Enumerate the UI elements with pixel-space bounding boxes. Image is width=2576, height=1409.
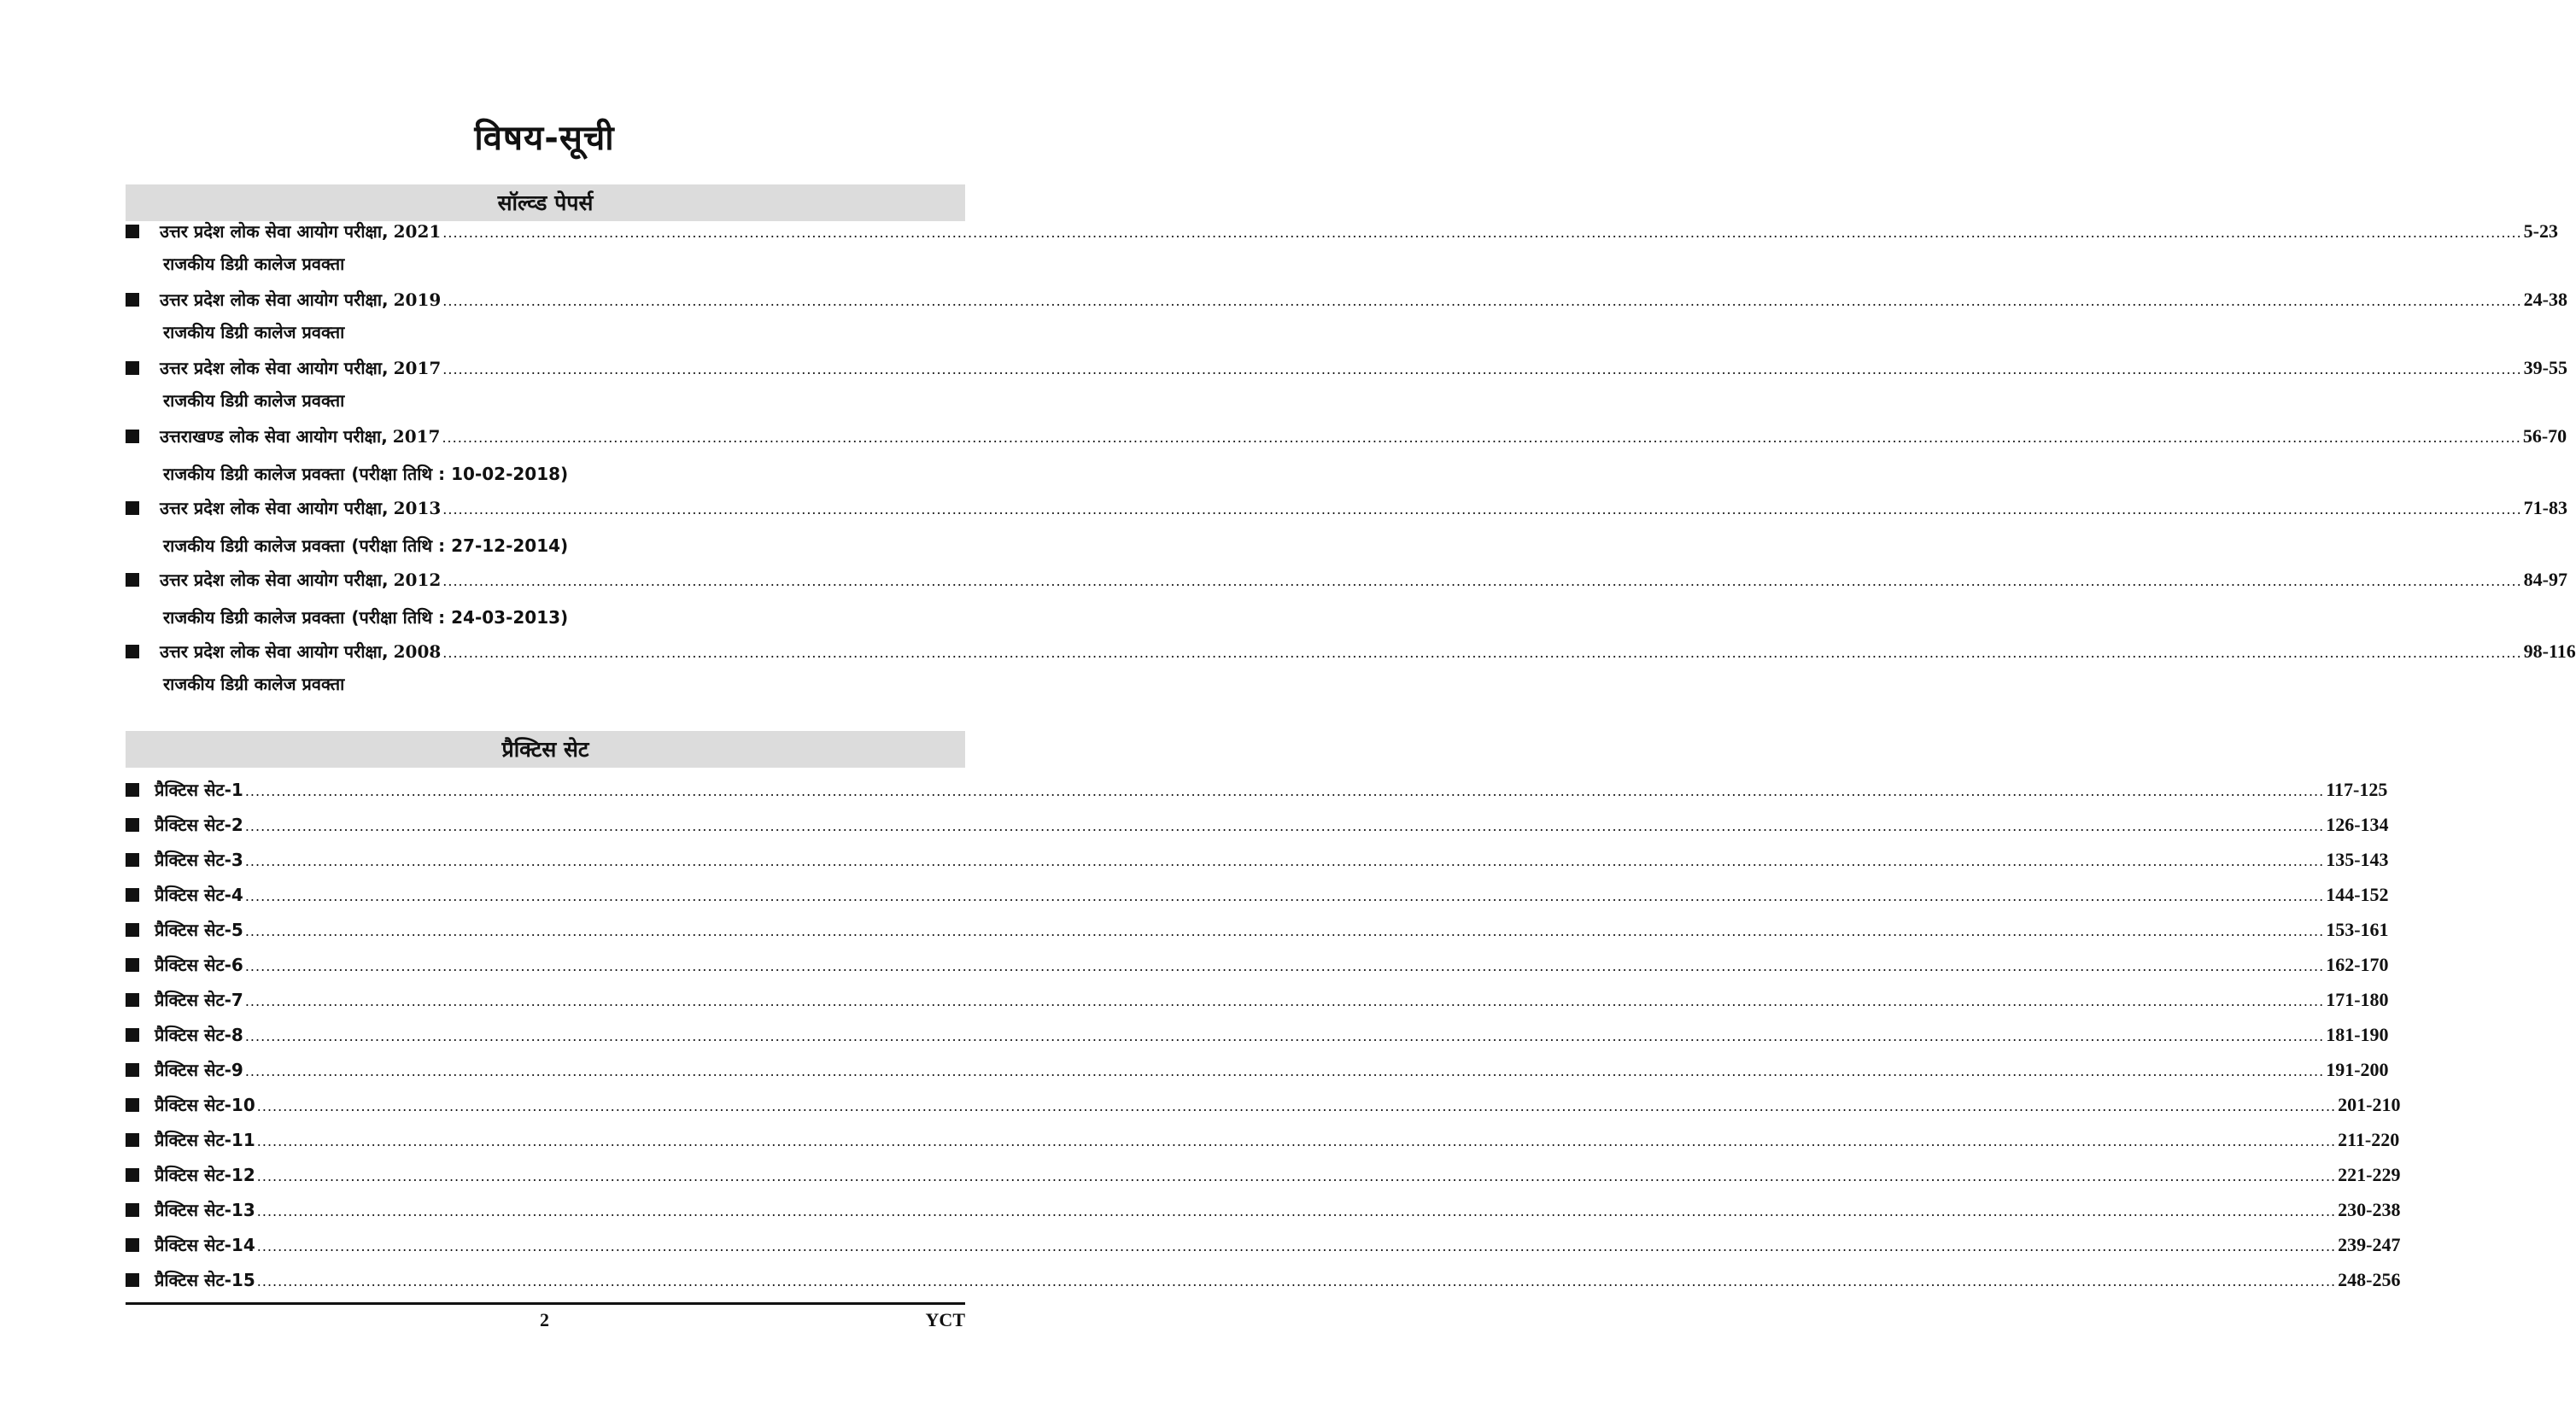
toc-entry-label: प्रैक्टिस सेट-2 — [155, 815, 243, 835]
toc-entry-practice-set[interactable] — [126, 1262, 2401, 1297]
dot-leader: ................................................................................................................................................................................................................................................................................................................................................................................................................ — [442, 645, 2522, 661]
square-bullet-icon — [126, 1133, 139, 1147]
toc-entry[interactable] — [126, 564, 2567, 634]
dot-leader: ................................................................................................................................................................................................................................................................................................................................................................................................................ — [442, 573, 2522, 589]
toc-entry-practice-set[interactable] — [126, 1122, 2400, 1157]
toc-entry-subtitle-text: राजकीय डिग्री कालेज प्रवक्ता — [163, 254, 345, 274]
toc-entry-pages: 221-229 — [2338, 1164, 2401, 1185]
toc-entry-year: 2013 — [393, 498, 442, 518]
toc-entry-pages: 117-125 — [2326, 779, 2388, 800]
toc-entry-label: प्रैक्टिस सेट-13 — [155, 1200, 255, 1220]
dot-leader: ................................................................................................................................................................................................................................................................................................................................................................................................................ — [244, 853, 2325, 869]
toc-entry-label: प्रैक्टिस सेट-1 — [155, 780, 243, 800]
toc-entry-pages: 144-152 — [2326, 884, 2389, 905]
toc-entry-subtitle — [126, 601, 965, 634]
toc-entry-exam-date: (परीक्षा तिथि : 24-03-2013) — [351, 607, 569, 628]
square-bullet-icon — [126, 993, 139, 1007]
toc-entry-practice-set[interactable] — [126, 807, 2389, 842]
toc-entry-practice-set[interactable] — [126, 1087, 2401, 1122]
toc-entry-row — [126, 635, 2576, 668]
toc-entry-pages: 230-238 — [2338, 1199, 2401, 1220]
square-bullet-icon — [126, 293, 139, 307]
square-bullet-icon — [126, 501, 139, 515]
toc-entry[interactable] — [126, 492, 2567, 562]
toc-entry-practice-set[interactable] — [126, 1052, 2389, 1087]
square-bullet-icon — [126, 958, 139, 972]
square-bullet-icon — [126, 225, 139, 238]
toc-entry-pages: 239-247 — [2338, 1234, 2401, 1255]
toc-entry-year: 2021 — [393, 221, 442, 242]
dot-leader: ................................................................................................................................................................................................................................................................................................................................................................................................................ — [256, 1098, 2337, 1114]
toc-entry-label: प्रैक्टिस सेट-14 — [155, 1235, 255, 1255]
section-heading-practice-sets: प्रैक्टिस सेट — [126, 731, 965, 768]
toc-entry-label: प्रैक्टिस सेट-10 — [155, 1095, 255, 1115]
toc-entry-pages: 135-143 — [2326, 849, 2389, 870]
toc-entry-practice-set[interactable] — [126, 982, 2389, 1017]
toc-entry-subtitle-text: राजकीय डिग्री कालेज प्रवक्ता — [163, 390, 345, 411]
toc-entry-practice-set[interactable] — [126, 1157, 2401, 1192]
dot-leader: ................................................................................................................................................................................................................................................................................................................................................................................................................ — [256, 1133, 2337, 1149]
toc-entry-year: 2019 — [393, 289, 442, 310]
toc-entry-pages: 211-220 — [2338, 1129, 2400, 1150]
square-bullet-icon — [126, 361, 139, 375]
toc-entry-pages: 171-180 — [2326, 989, 2389, 1010]
dot-leader: ................................................................................................................................................................................................................................................................................................................................................................................................................ — [442, 501, 2522, 517]
toc-entry-row — [126, 215, 2558, 248]
toc-entry-pages: 98-116 — [2523, 640, 2576, 662]
toc-entry-label: प्रैक्टिस सेट-3 — [155, 850, 243, 870]
toc-entry-practice-set[interactable] — [126, 1017, 2389, 1052]
toc-entry-label: प्रैक्टिस सेट-7 — [155, 990, 243, 1010]
dot-leader: ................................................................................................................................................................................................................................................................................................................................................................................................................ — [256, 1273, 2337, 1289]
toc-entry-label: प्रैक्टिस सेट-8 — [155, 1025, 243, 1045]
square-bullet-icon — [126, 645, 139, 658]
toc-entry-pages: 191-200 — [2326, 1059, 2389, 1080]
dot-leader: ................................................................................................................................................................................................................................................................................................................................................................................................................ — [244, 1028, 2325, 1044]
footer-divider — [126, 1302, 965, 1305]
dot-leader: ................................................................................................................................................................................................................................................................................................................................................................................................................ — [442, 430, 2521, 446]
toc-entry-practice-set[interactable] — [126, 772, 2388, 807]
toc-entry-subtitle — [126, 248, 965, 280]
toc-entry-subtitle-text: राजकीय डिग्री कालेज प्रवक्ता — [163, 535, 345, 556]
toc-entry-year: 2008 — [393, 641, 442, 662]
square-bullet-icon — [126, 1238, 139, 1252]
toc-entry-subtitle — [126, 384, 965, 417]
toc-entry-pages: 162-170 — [2326, 954, 2389, 975]
toc-entry-exam-date: (परीक्षा तिथि : 10-02-2018) — [351, 464, 569, 484]
toc-entry-subtitle — [126, 668, 965, 700]
square-bullet-icon — [126, 1098, 139, 1112]
toc-entry[interactable] — [126, 635, 2576, 700]
square-bullet-icon — [126, 1168, 139, 1182]
toc-entry-label: उत्तर प्रदेश लोक सेवा आयोग परीक्षा, — [160, 498, 389, 518]
toc-entry-pages: 181-190 — [2326, 1024, 2389, 1045]
dot-leader: ................................................................................................................................................................................................................................................................................................................................................................................................................ — [244, 1063, 2325, 1079]
dot-leader: ................................................................................................................................................................................................................................................................................................................................................................................................................ — [442, 225, 2522, 241]
square-bullet-icon — [126, 1203, 139, 1217]
toc-entry-pages: 71-83 — [2523, 497, 2567, 518]
toc-entry-label: उत्तर प्रदेश लोक सेवा आयोग परीक्षा, — [160, 289, 389, 310]
square-bullet-icon — [126, 430, 139, 443]
practice-sets-list — [126, 772, 2401, 1297]
toc-entry-label: प्रैक्टिस सेट-12 — [155, 1165, 255, 1185]
toc-entry-subtitle-text: राजकीय डिग्री कालेज प्रवक्ता — [163, 322, 345, 342]
square-bullet-icon — [126, 888, 139, 902]
page-title: विषय-सूची — [474, 119, 615, 158]
dot-leader: ................................................................................................................................................................................................................................................................................................................................................................................................................ — [442, 361, 2522, 377]
toc-entry-pages: 126-134 — [2326, 814, 2389, 835]
toc-entry-pages: 5-23 — [2523, 220, 2558, 242]
toc-entry-label: उत्तर प्रदेश लोक सेवा आयोग परीक्षा, — [160, 221, 389, 242]
dot-leader: ................................................................................................................................................................................................................................................................................................................................................................................................................ — [244, 958, 2325, 974]
toc-entry-practice-set[interactable] — [126, 1227, 2401, 1262]
square-bullet-icon — [126, 573, 139, 587]
toc-entry-label: प्रैक्टिस सेट-9 — [155, 1060, 243, 1080]
square-bullet-icon — [126, 818, 139, 832]
footer-brand: YCT — [925, 1309, 965, 1330]
dot-leader: ................................................................................................................................................................................................................................................................................................................................................................................................................ — [244, 923, 2325, 939]
toc-entry-subtitle — [126, 316, 965, 348]
toc-entry-label: उत्तराखण्ड लोक सेवा आयोग परीक्षा, — [160, 426, 388, 447]
square-bullet-icon — [126, 1063, 139, 1077]
toc-entry-year: 2017 — [393, 358, 442, 378]
toc-entry-subtitle-text: राजकीय डिग्री कालेज प्रवक्ता — [163, 607, 345, 628]
toc-entry-practice-set[interactable] — [126, 912, 2389, 947]
dot-leader: ................................................................................................................................................................................................................................................................................................................................................................................................................ — [256, 1168, 2337, 1184]
toc-entry-practice-set[interactable] — [126, 1192, 2401, 1227]
toc-entry-subtitle — [126, 458, 965, 490]
toc-entry-label: उत्तर प्रदेश लोक सेवा आयोग परीक्षा, — [160, 358, 389, 378]
toc-entry-subtitle-text: राजकीय डिग्री कालेज प्रवक्ता — [163, 674, 345, 694]
toc-entry-practice-set[interactable] — [126, 947, 2389, 982]
toc-entry[interactable] — [126, 215, 2558, 280]
toc-entry[interactable] — [126, 284, 2567, 348]
toc-entry-label: प्रैक्टिस सेट-6 — [155, 955, 243, 975]
toc-entry-subtitle-text: राजकीय डिग्री कालेज प्रवक्ता — [163, 464, 345, 484]
toc-entry-pages: 248-256 — [2338, 1269, 2401, 1290]
dot-leader: ................................................................................................................................................................................................................................................................................................................................................................................................................ — [244, 818, 2325, 834]
dot-leader: ................................................................................................................................................................................................................................................................................................................................................................................................................ — [442, 293, 2522, 309]
toc-entry-year: 2017 — [392, 426, 441, 447]
dot-leader: ................................................................................................................................................................................................................................................................................................................................................................................................................ — [244, 888, 2325, 904]
toc-entry-pages: 84-97 — [2523, 569, 2567, 590]
toc-entry[interactable] — [126, 420, 2567, 490]
toc-entry-pages: 153-161 — [2326, 919, 2389, 940]
toc-entry-pages: 24-38 — [2523, 289, 2567, 310]
toc-entry-practice-set[interactable] — [126, 842, 2389, 877]
dot-leader: ................................................................................................................................................................................................................................................................................................................................................................................................................ — [244, 783, 2325, 799]
square-bullet-icon — [126, 1273, 139, 1287]
square-bullet-icon — [126, 783, 139, 797]
dot-leader: ................................................................................................................................................................................................................................................................................................................................................................................................................ — [244, 993, 2325, 1009]
toc-entry-row — [126, 420, 2567, 453]
dot-leader: ................................................................................................................................................................................................................................................................................................................................................................................................................ — [256, 1203, 2337, 1219]
toc-entry[interactable] — [126, 352, 2567, 417]
toc-entry-subtitle — [126, 529, 965, 562]
toc-entry-label: उत्तर प्रदेश लोक सेवा आयोग परीक्षा, — [160, 570, 389, 590]
toc-entry-year: 2012 — [393, 570, 442, 590]
toc-entry-pages: 39-55 — [2523, 357, 2567, 378]
footer-page-number: 2 — [540, 1309, 549, 1330]
toc-entry-row — [126, 284, 2567, 316]
toc-entry-row — [126, 492, 2567, 524]
toc-entry-label: प्रैक्टिस सेट-11 — [155, 1130, 255, 1150]
toc-entry-pages: 56-70 — [2522, 425, 2567, 447]
square-bullet-icon — [126, 1028, 139, 1042]
toc-entry-label: प्रैक्टिस सेट-4 — [155, 885, 243, 905]
dot-leader: ................................................................................................................................................................................................................................................................................................................................................................................................................ — [256, 1238, 2337, 1254]
toc-entry-row — [126, 352, 2567, 384]
toc-entry-practice-set[interactable] — [126, 877, 2389, 912]
toc-entry-exam-date: (परीक्षा तिथि : 27-12-2014) — [351, 535, 569, 556]
toc-entry-label: प्रैक्टिस सेट-15 — [155, 1270, 255, 1290]
section-heading-solved-papers: सॉल्व्ड पेपर्स — [126, 184, 965, 221]
toc-entry-pages: 201-210 — [2338, 1094, 2401, 1115]
toc-entry-label: प्रैक्टिस सेट-5 — [155, 920, 243, 940]
toc-entry-row — [126, 564, 2567, 596]
toc-entry-label: उत्तर प्रदेश लोक सेवा आयोग परीक्षा, — [160, 641, 389, 662]
square-bullet-icon — [126, 923, 139, 937]
square-bullet-icon — [126, 853, 139, 867]
